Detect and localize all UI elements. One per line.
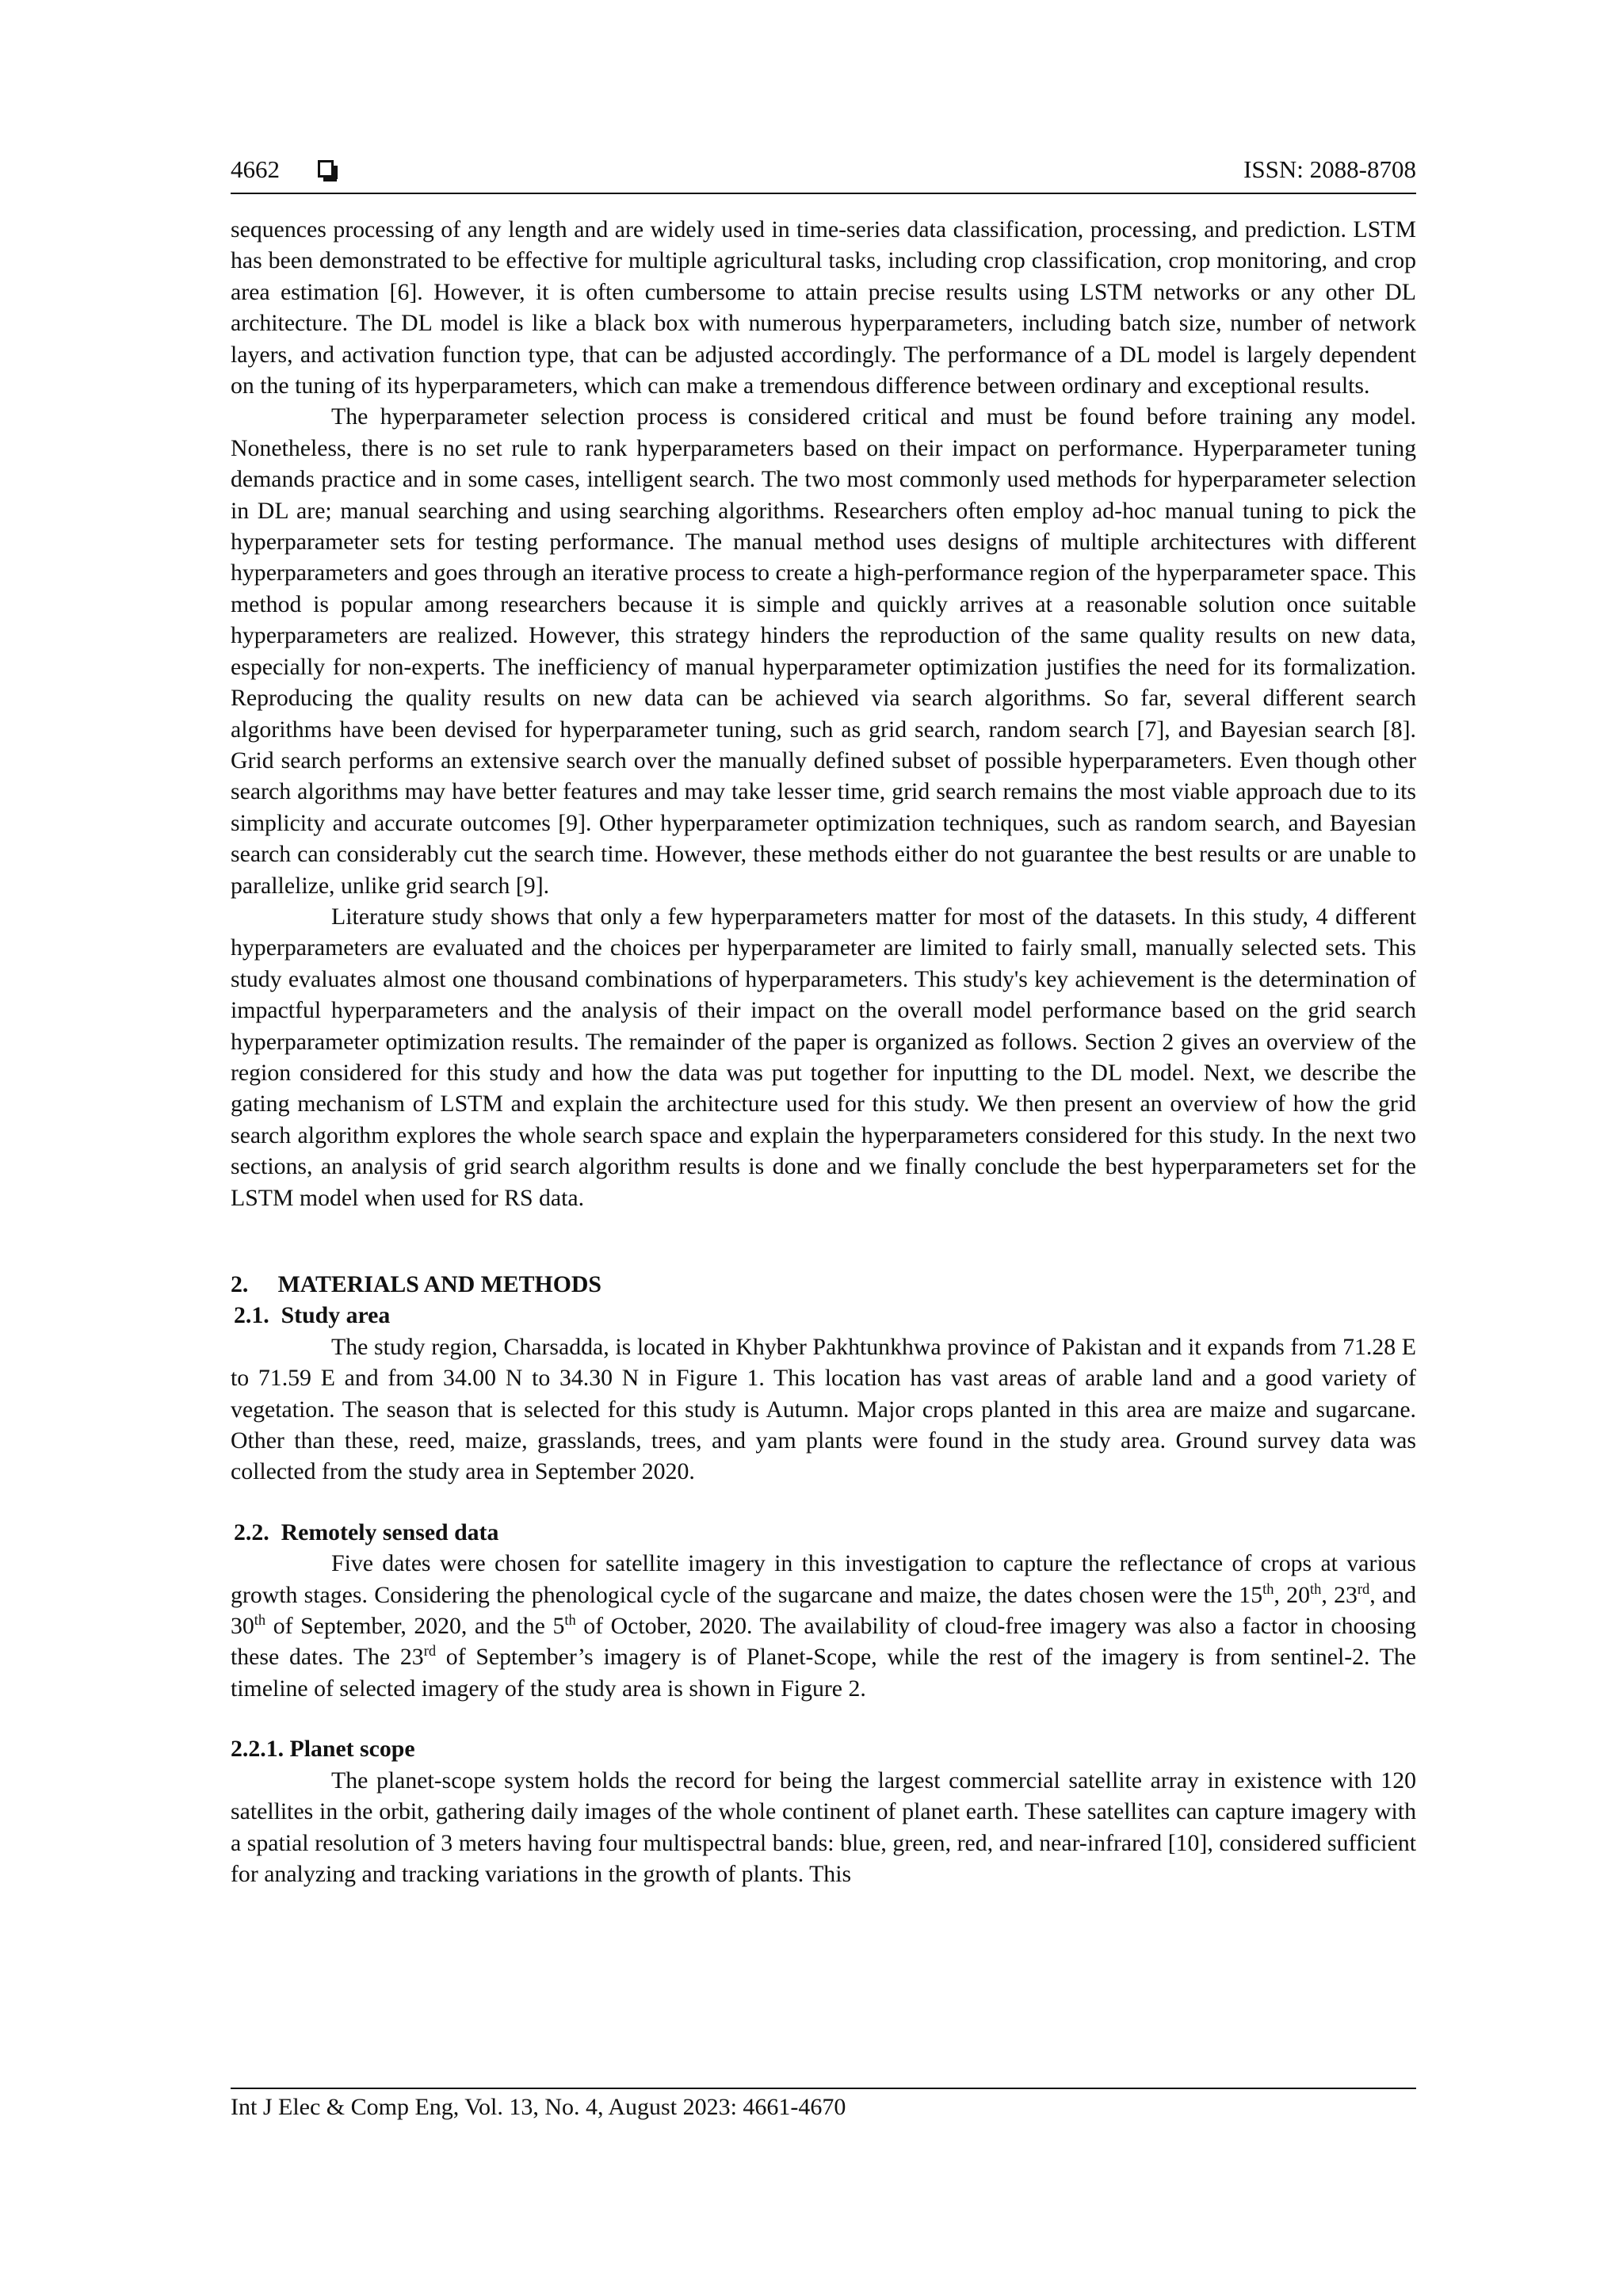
article-body [231, 214, 1416, 1889]
footer-citation: Int J Elec & Comp Eng, Vol. 13, No. 4, August 2023: 4661-4670 [231, 2094, 846, 2120]
issn-label: ISSN: 2088-8708 [1243, 155, 1416, 183]
paragraph-intro-continued: sequences processing of any length and are widely used in time-series data classification, processing, and prediction. LSTM has been demonstrated to be effective for multiple agricultural tasks, including crop classification, crop monitoring, and crop area estimation [6]. However, it is often cumbersome to attain precise results using LSTM networks or any other DL architecture. The DL model is like a black box with numerous hyperparameters, including batch size, number of network layers, and activation function type, that can be adjusted accordingly. The performance of a DL model is largely dependent on the tuning of its hyperparameters, which can make a tremendous difference between ordinary and exceptional results. [231, 216, 1416, 399]
paragraph-study-area: The study region, Charsadda, is located in Khyber Pakhtunkhwa province of Pakistan and it expands from 71.28 E to 71.59 E and from 34.00 N to 34.30 N in Figure 1. This location has vast areas of arable land and a good variety of vegetation. The season that is selected for this study is Autumn. Major crops planted in this area are maize and sugarcane. Other than these, reed, maize, grasslands, trees, and yam plants were found in the study area. Ground survey data was collected from the study area in September 2020. [231, 1333, 1416, 1485]
footer-divider [231, 2088, 1416, 2089]
subsection-heading-study-area: 2.1. Study area [234, 1302, 391, 1329]
paragraph-planet-scope: The planet-scope system holds the record for being the largest commercial satellite array in existence with 120 satellites in the orbit, gathering daily images of the whole continent of planet earth. These satellites can capture imagery with a spatial resolution of 3 meters having four multispectral bands: blue, green, red, and near-infrared [10], considered sufficient for analyzing and tracking variations in the growth of plants. This [231, 1767, 1416, 1887]
paragraph-literature-study: Literature study shows that only a few hyperparameters matter for most of the datasets. In this study, 4 different hyperparameters are evaluated and the choices per hyperparameter are limited to fairly small, manually selected sets. This study evaluates almost one thousand combinations of hyperparameters. This study's key achievement is the determination of impactful hyperparameters and the analysis of their impact on the overall model performance based on the grid search hyperparameter optimization results. The remainder of the paper is organized as follows. Section 2 gives an overview of the region considered for this study and how the data was put together for inputting to the DL model. Next, we describe the gating mechanism of LSTM and explain the architecture used for this study. We then present an overview of how the grid search algorithm explores the whole search space and explain the hyperparameters considered for this study. In the next two sections, an analysis of grid search algorithm results is done and we finally conclude the best hyperparameters set for the LSTM model when used for RS data. [231, 903, 1416, 1211]
page-header [231, 155, 1416, 193]
paragraph-hyperparameter-selection: The hyperparameter selection process is considered critical and must be found before training any model. Nonetheless, there is no set rule to rank hyperparameters based on their impact on performance. Hyperparameter tuning demands practice and in some cases, intelligent search. The two most commonly used methods for hyperparameter selection in DL are; manual searching and using searching algorithms. Researchers often employ ad-hoc manual tuning to pick the hyperparameter sets for testing performance. The manual method uses designs of multiple architectures with different hyperparameters and goes through an iterative process to create a high-performance region of the hyperparameter space. This method is popular among researchers because it is simple and quickly arrives at a reasonable solution once suitable hyperparameters are realized. However, this strategy hinders the reproduction of the same quality results on new data, especially for non-experts. The inefficiency of manual hyperparameter optimization justifies the need for its formalization. Reproducing the quality results on new data can be achieved via search algorithms. So far, several different search algorithms have been devised for hyperparameter tuning, such as grid search, random search [7], and Bayesian search [8]. Grid search performs an extensive search over the manually defined subset of possible hyperparameters. Even though other search algorithms may have better features and may take lesser time, grid search remains the most viable approach due to its simplicity and accurate outcomes [9]. Other hyperparameter optimization techniques, such as random search, and Bayesian search can considerably cut the search time. However, these methods either do not guarantee the best results or are unable to parallelize, unlike grid search [9]. [231, 403, 1416, 899]
paragraph-remotely-sensed-data: Five dates were chosen for satellite imagery in this investigation to capture the reflectance of crops at various growth stages. Considering the phenological cycle of the sugarcane and maize, the dates chosen were the 15th, 20th, 23rd, and 30th of September, 2020, and the 5th of October, 2020. The availability of cloud-free imagery was also a factor in choosing these dates. The 23rd of September’s imagery is of Planet-Scope, while the rest of the imagery is from sentinel-2. The timeline of selected imagery of the study area is shown in Figure 2. [231, 1550, 1417, 1702]
section-heading-materials-methods: 2. MATERIALS AND METHODS [231, 1271, 601, 1297]
hollow-square-icon [318, 160, 334, 178]
header-divider [231, 193, 1416, 194]
page-number: 4662 [231, 155, 280, 183]
subsection-heading-remotely-sensed-data: 2.2. Remotely sensed data [234, 1519, 499, 1545]
subsection-heading-planet-scope: 2.2.1. Planet scope [231, 1736, 415, 1763]
